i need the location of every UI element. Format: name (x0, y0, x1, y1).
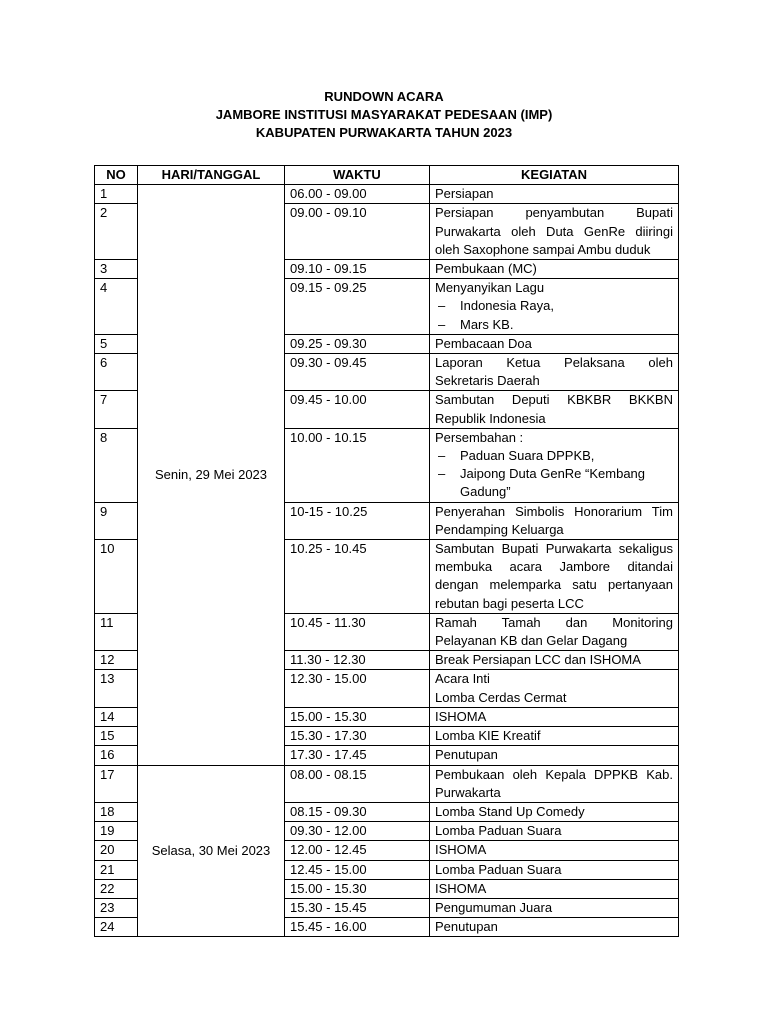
time-cell: 11.30 - 12.30 (285, 651, 430, 670)
table-header-row (95, 166, 679, 185)
activity-sub-item (435, 447, 673, 465)
activity-cell (430, 802, 679, 821)
dash-bullet-icon: – (438, 298, 446, 314)
row-number: 14 (95, 707, 138, 726)
activity-cell (430, 428, 679, 502)
activity-text-line2: Lomba Cerdas Cermat (435, 689, 567, 705)
activity-cell (430, 879, 679, 898)
activity-text: Persiapan (435, 186, 494, 202)
activity-cell (430, 540, 679, 614)
activity-cell (430, 727, 679, 746)
activity-text: Penutupan (435, 919, 498, 935)
time-cell: 12.30 - 15.00 (285, 670, 430, 707)
time-cell: 15.00 - 15.30 (285, 879, 430, 898)
header-time: WAKTU (285, 166, 430, 185)
activity-cell (430, 185, 679, 204)
activity-text: Lomba Paduan Suara (435, 823, 562, 839)
row-number: 24 (95, 918, 138, 937)
activity-text: Pembukaan oleh Kepala DPPKB Kab. Purwakarta (435, 766, 673, 800)
header-no: NO (95, 166, 138, 185)
activity-text: Laporan Ketua Pelaksana oleh Sekretaris Daerah (435, 355, 673, 389)
time-cell: 09.25 - 09.30 (285, 334, 430, 353)
activity-sub-text: Indonesia Raya, (460, 298, 554, 314)
row-number: 13 (95, 670, 138, 707)
time-cell: 17.30 - 17.45 (285, 746, 430, 765)
row-number: 10 (95, 540, 138, 614)
activity-sub-text: Jaipong Duta GenRe “Kembang Gadung” (460, 466, 646, 500)
row-number: 3 (95, 260, 138, 279)
activity-cell (430, 334, 679, 353)
time-cell: 08.00 - 08.15 (285, 765, 430, 802)
row-number: 5 (95, 334, 138, 353)
activity-text: ISHOMA (435, 880, 487, 896)
activity-cell (430, 502, 679, 539)
activity-cell (430, 898, 679, 917)
time-cell: 10-15 - 10.25 (285, 502, 430, 539)
dash-bullet-icon: – (438, 316, 446, 332)
activity-cell (430, 841, 679, 860)
activity-sub-text: Paduan Suara DPPKB, (460, 448, 595, 464)
activity-sub-item (435, 297, 673, 315)
dash-bullet-icon: – (438, 448, 446, 464)
row-number: 16 (95, 746, 138, 765)
activity-text: Pembacaan Doa (435, 335, 532, 351)
activity-text: ISHOMA (435, 708, 487, 724)
activity-cell (430, 204, 679, 260)
row-number: 15 (95, 727, 138, 746)
activity-text: Pembukaan (MC) (435, 261, 537, 277)
activity-text: Sambutan Deputi KBKBR BKKBN Republik Indonesia (435, 392, 673, 426)
row-number: 7 (95, 391, 138, 428)
activity-text: Sambutan Bupati Purwakarta sekaligus membuka acara Jambore ditandai dengan melemparka satu pertanyaan rebutan bagi peserta LCC (435, 541, 673, 611)
row-number: 23 (95, 898, 138, 917)
time-cell: 06.00 - 09.00 (285, 185, 430, 204)
activity-cell (430, 279, 679, 335)
time-cell: 09.45 - 10.00 (285, 391, 430, 428)
activity-cell (430, 822, 679, 841)
activity-cell (430, 746, 679, 765)
time-cell: 09.00 - 09.10 (285, 204, 430, 260)
activity-text: Ramah Tamah dan Monitoring Pelayanan KB dan Gelar Dagang (435, 614, 673, 649)
time-cell: 09.15 - 09.25 (285, 279, 430, 335)
activity-cell (430, 391, 679, 428)
row-number: 18 (95, 802, 138, 821)
activity-text: ISHOMA (435, 842, 487, 858)
activity-text: Penyerahan Simbolis Honorarium Tim Pendamping Keluarga (435, 503, 673, 537)
activity-text: Lomba Paduan Suara (435, 861, 562, 877)
time-cell: 09.30 - 12.00 (285, 822, 430, 841)
time-cell: 09.30 - 09.45 (285, 354, 430, 391)
document-title: RUNDOWN ACARA (324, 89, 444, 104)
row-number: 9 (95, 502, 138, 539)
row-number: 22 (95, 879, 138, 898)
day-date-cell: Selasa, 30 Mei 2023 (138, 765, 285, 937)
day-date-cell: Senin, 29 Mei 2023 (138, 185, 285, 765)
activity-cell (430, 260, 679, 279)
row-number: 2 (95, 204, 138, 260)
time-cell: 10.25 - 10.45 (285, 540, 430, 614)
time-cell: 12.45 - 15.00 (285, 860, 430, 879)
time-cell: 15.30 - 15.45 (285, 898, 430, 917)
time-cell: 10.45 - 11.30 (285, 613, 430, 650)
row-number: 4 (95, 279, 138, 335)
dash-bullet-icon: – (438, 466, 446, 482)
activity-text: Menyanyikan Lagu (435, 280, 545, 296)
row-number: 17 (95, 765, 138, 802)
activity-cell (430, 707, 679, 726)
time-cell: 08.15 - 09.30 (285, 802, 430, 821)
activity-text: Persiapan penyambutan Bupati Purwakarta oleh Duta GenRe diiringi oleh Saxophone sampai Ambu duduk (435, 205, 673, 257)
row-number: 20 (95, 841, 138, 860)
event-name: JAMBORE INSTITUSI MASYARAKAT PEDESAAN (IMP) (215, 107, 553, 122)
activity-text: Break Persiapan LCC dan ISHOMA (435, 652, 641, 668)
row-number: 12 (95, 651, 138, 670)
time-cell: 09.10 - 09.15 (285, 260, 430, 279)
row-number: 21 (95, 860, 138, 879)
time-cell: 10.00 - 10.15 (285, 428, 430, 502)
activity-cell (430, 354, 679, 391)
activity-cell (430, 918, 679, 937)
event-location-year: KABUPATEN PURWAKARTA TAHUN 2023 (255, 125, 513, 140)
activity-text: Lomba KIE Kreatif (435, 728, 541, 744)
row-number: 8 (95, 428, 138, 502)
activity-sub-item (435, 465, 673, 501)
activity-cell (430, 765, 679, 802)
table-body (95, 185, 679, 937)
header-activity: KEGIATAN (430, 166, 679, 185)
time-cell: 15.45 - 16.00 (285, 918, 430, 937)
activity-sub-item (435, 316, 673, 334)
activity-text: Persembahan : (435, 429, 524, 445)
time-cell: 12.00 - 12.45 (285, 841, 430, 860)
rundown-table (94, 165, 679, 937)
row-number: 1 (95, 185, 138, 204)
activity-text: Pengumuman Juara (435, 899, 553, 915)
activity-text: Acara Inti (435, 671, 490, 687)
activity-cell (430, 860, 679, 879)
time-cell: 15.00 - 15.30 (285, 707, 430, 726)
activity-sub-text: Mars KB. (460, 316, 514, 332)
row-number: 6 (95, 354, 138, 391)
time-cell: 15.30 - 17.30 (285, 727, 430, 746)
activity-text: Penutupan (435, 747, 498, 763)
activity-cell (430, 613, 679, 650)
activity-text: Lomba Stand Up Comedy (435, 803, 585, 819)
table-row (95, 765, 679, 802)
activity-cell (430, 651, 679, 670)
table-row (95, 185, 679, 204)
activity-cell (430, 670, 679, 707)
header-day: HARI/TANGGAL (138, 166, 285, 185)
row-number: 11 (95, 613, 138, 650)
row-number: 19 (95, 822, 138, 841)
